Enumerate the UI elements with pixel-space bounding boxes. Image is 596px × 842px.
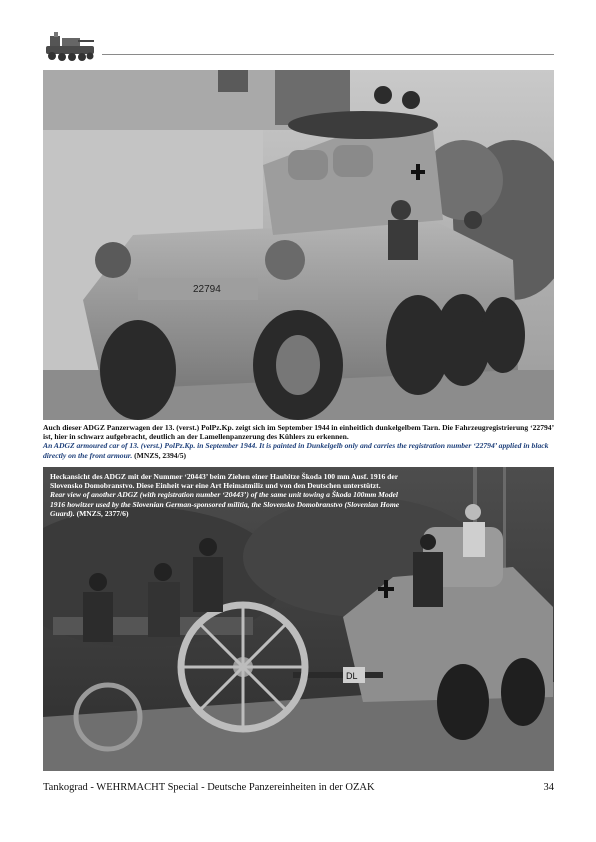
plate-number: 22794 — [193, 284, 221, 295]
caption-bottom-en-text: Rear view of another ADGZ (with registration number ‘20443’) of the same unit towing a Škoda 100mm Model 1916 howitzer used by the Slovenian German-sponsored militia, the Slovensko Domobranstvo (Slovenian Home Guard). — [50, 490, 400, 518]
photo-adgz-front — [43, 70, 554, 420]
caption-top-ref: (MNZS, 2394/5) — [134, 450, 187, 460]
caption-bottom-en — [50, 490, 399, 517]
caption-bottom-de: Heckansicht des ADGZ mit der Nummer ‘20443’ beim Ziehen einer Haubitze Škoda 100 mm Ausf. 1916 der Slovensko Domobranstvo. Diese Einheit war eine Art Heimatmiliz und von den Deutschen unterstützt. — [50, 472, 398, 491]
tank-silhouette-icon — [44, 28, 96, 64]
caption-bottom — [50, 472, 410, 518]
header-rule — [102, 54, 554, 55]
footer-title: Tankograd - WEHRMACHT Special - Deutsche Panzereinheiten in der OZAK — [43, 782, 375, 793]
tow-plate: DL — [346, 671, 358, 681]
page-number: 34 — [543, 782, 554, 793]
caption-top-en — [43, 441, 548, 459]
caption-bottom-ref: (MNZS, 2377/6) — [76, 508, 129, 518]
caption-top — [43, 423, 554, 460]
caption-top-en-text: An ADGZ armoured car of 13. (verst.) PolPz.Kp. in September 1944. It is painted in Dunkelgelb only and carries the registration number ‘22794’ applied in black directly on the front armour. — [43, 441, 549, 460]
caption-top-de: Auch dieser ADGZ Panzerwagen der 13. (verst.) PolPz.Kp. zeigt sich im September 1944 in einheitlich dunkelgelbem Tarn. Die Fahrzeugregistrierung ‘22794’ ist, hier in schwarz aufgebracht, deutlich an der Lamellenpanzerung des Kühlers zu erkennen. — [43, 423, 554, 442]
